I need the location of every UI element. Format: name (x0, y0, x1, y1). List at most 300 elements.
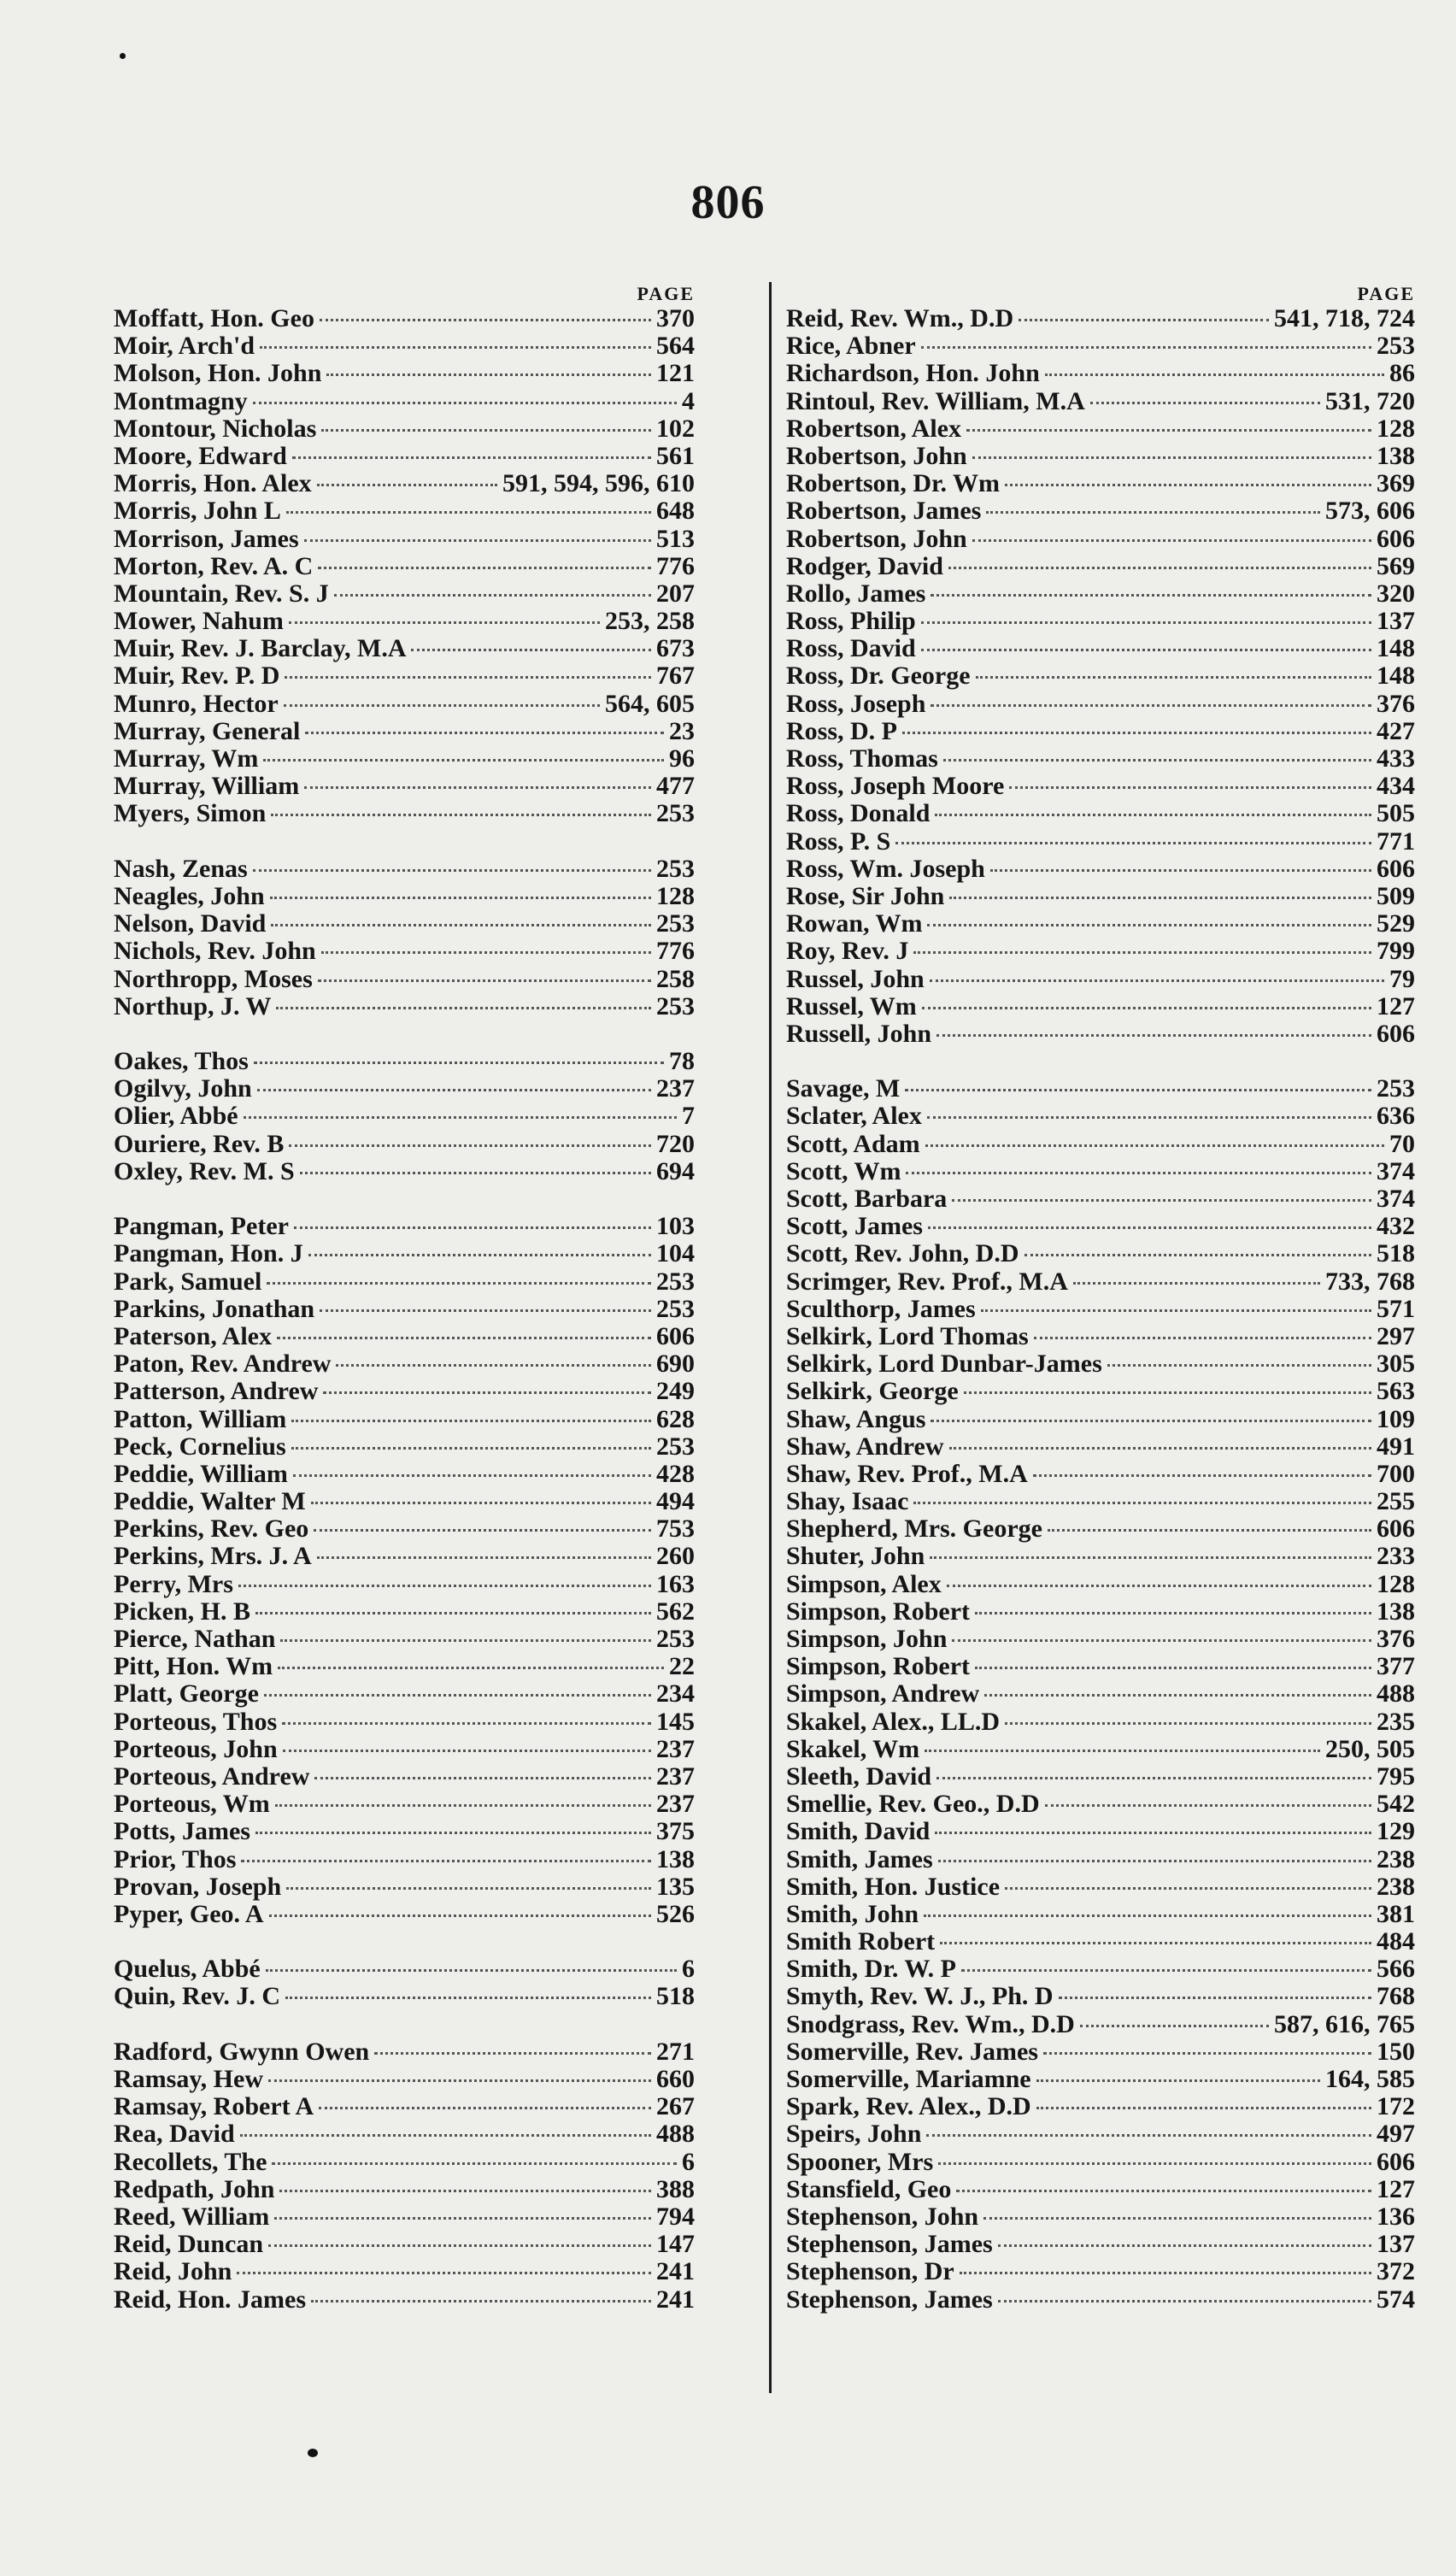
index-entry (786, 1158, 1415, 1185)
entry-name: Morrison, James (114, 524, 299, 553)
entry-pages: 369 (1377, 469, 1415, 498)
dot-leader (925, 1750, 1320, 1752)
entry-name: Shepherd, Mrs. George (786, 1514, 1042, 1544)
index-column-right (786, 282, 1415, 2314)
dot-leader (293, 1474, 651, 1477)
index-entry (786, 1653, 1415, 1680)
index-entry (786, 1075, 1415, 1103)
dot-leader (237, 2272, 651, 2274)
dot-leader (285, 676, 651, 679)
entry-name: Peddie, William (114, 1459, 288, 1488)
index-entry (114, 1350, 695, 1378)
entry-pages: 526 (656, 1899, 695, 1928)
page-column-header: PAGE (1357, 283, 1415, 304)
entry-pages: 297 (1377, 1321, 1415, 1350)
entry-name: Richardson, Hon. John (786, 359, 1040, 388)
dot-leader (308, 1254, 651, 1256)
entry-name: Moffatt, Hon. Geo (114, 304, 314, 332)
index-entry (786, 608, 1415, 635)
entry-name: Rice, Abner (786, 332, 916, 361)
index-entry (786, 580, 1415, 608)
entry-name: Shaw, Angus (786, 1404, 926, 1433)
entry-name: Nichols, Rev. John (114, 937, 316, 966)
entry-name: Oxley, Rev. M. S (114, 1156, 295, 1185)
entry-pages: 531, 720 (1325, 386, 1415, 415)
entry-pages: 372 (1377, 2257, 1415, 2286)
index-entry (114, 443, 695, 470)
dot-leader (277, 1337, 651, 1339)
entry-name: Robertson, Dr. Wm (786, 469, 1001, 498)
index-entry (114, 1323, 695, 1350)
entry-name: Smith Robert (786, 1927, 936, 1956)
dot-leader (936, 1777, 1371, 1779)
entry-name: Smith, Dr. W. P (786, 1955, 956, 1984)
page-number: 806 (690, 176, 766, 229)
dot-leader (291, 1447, 651, 1450)
dot-leader (292, 456, 651, 459)
index-entry (114, 1626, 695, 1653)
entry-pages: 673 (656, 634, 695, 663)
dot-leader (927, 924, 1371, 926)
dot-leader (244, 1116, 677, 1119)
entry-pages: 591, 594, 596, 610 (502, 469, 695, 498)
dot-leader (943, 759, 1371, 762)
entry-name: Radford, Gwynn Owen (114, 2037, 370, 2066)
dot-leader (972, 539, 1371, 542)
entry-name: Selkirk, Lord Thomas (786, 1321, 1029, 1350)
entry-name: Ross, Joseph (786, 689, 926, 718)
index-entry (786, 1709, 1415, 1736)
index-entry (114, 1901, 695, 1928)
entry-name: Pierce, Nathan (114, 1625, 276, 1653)
index-entry (786, 470, 1415, 497)
entry-pages: 376 (1377, 689, 1415, 718)
entry-name: Speirs, John (786, 2120, 922, 2149)
dot-leader (930, 1556, 1371, 1559)
entry-pages: 566 (1377, 1955, 1415, 1984)
entry-pages: 375 (656, 1817, 695, 1846)
index-entry (786, 1296, 1415, 1323)
index-column-left (114, 282, 695, 2314)
entry-pages: 768 (1377, 1982, 1415, 2011)
entry-pages: 128 (656, 881, 695, 910)
dot-leader (906, 1172, 1371, 1174)
dot-leader (289, 1144, 651, 1147)
entry-pages: 148 (1377, 662, 1415, 691)
entry-name: Simpson, Andrew (786, 1679, 980, 1709)
entry-pages: 694 (656, 1156, 695, 1185)
entry-pages: 648 (656, 497, 695, 526)
entry-pages: 561 (656, 441, 695, 470)
dot-leader (921, 346, 1371, 349)
dot-leader (913, 951, 1371, 954)
entry-name: Oakes, Thos (114, 1047, 249, 1076)
entry-name: Montmagny (114, 386, 248, 415)
index-entry (114, 635, 695, 662)
index-entry (114, 1791, 695, 1818)
section-gap (114, 1185, 695, 1213)
entry-name: Porteous, Wm (114, 1790, 270, 1819)
entry-pages: 128 (1377, 1569, 1415, 1598)
dot-leader (976, 676, 1371, 679)
entry-name: Somerville, Rev. James (786, 2037, 1038, 2066)
entry-pages: 606 (1377, 2147, 1415, 2176)
index-entry (114, 332, 695, 360)
dot-leader (321, 951, 651, 954)
index-entry (786, 497, 1415, 525)
index-entry (786, 883, 1415, 910)
index-entry (114, 662, 695, 690)
index-entry (786, 2120, 1415, 2148)
entry-pages: 636 (1377, 1102, 1415, 1131)
entry-name: Stephenson, James (786, 2230, 993, 2259)
dot-leader (253, 402, 677, 404)
index-entry (786, 1103, 1415, 1130)
index-entry (114, 526, 695, 553)
entry-name: Spooner, Mrs (786, 2147, 934, 2176)
index-entry (114, 2203, 695, 2231)
dot-leader (972, 456, 1371, 459)
entry-pages: 573, 606 (1325, 497, 1415, 526)
index-entry (786, 553, 1415, 580)
dot-leader (1034, 1337, 1371, 1339)
entry-name: Simpson, Robert (786, 1652, 971, 1681)
entry-name: Perkins, Rev. Geo (114, 1514, 309, 1544)
entry-pages: 137 (1377, 2230, 1415, 2259)
entry-name: Rintoul, Rev. William, M.A (786, 386, 1085, 415)
entry-name: Shay, Isaac (786, 1487, 909, 1516)
dot-leader (952, 1639, 1371, 1642)
index-entry (786, 1406, 1415, 1433)
entry-name: Rea, David (114, 2120, 235, 2149)
entry-pages: 237 (656, 1790, 695, 1819)
dot-leader (905, 1089, 1371, 1091)
dot-leader (926, 2134, 1371, 2137)
entry-pages: 127 (1377, 2174, 1415, 2203)
entry-name: Pyper, Geo. A (114, 1899, 264, 1928)
index-entry (114, 1846, 695, 1873)
entry-name: Spark, Rev. Alex., D.D (786, 2092, 1031, 2121)
dot-leader (253, 869, 651, 872)
dot-leader (317, 1556, 651, 1559)
entry-name: Reid, Duncan (114, 2230, 264, 2259)
dot-leader (318, 567, 651, 569)
index-entry (786, 360, 1415, 387)
entry-pages: 253, 258 (605, 607, 695, 636)
entry-pages: 250, 505 (1325, 1734, 1415, 1763)
entry-pages: 374 (1377, 1185, 1415, 1213)
dot-leader (268, 2244, 651, 2247)
entry-pages: 542 (1377, 1790, 1415, 1819)
entry-pages: 733, 768 (1325, 1267, 1415, 1296)
entry-pages: 4 (682, 386, 695, 415)
entry-pages: 96 (669, 744, 695, 773)
entry-name: Sleeth, David (786, 1761, 932, 1791)
dot-leader (323, 1391, 651, 1394)
entry-pages: 86 (1389, 359, 1415, 388)
entry-pages: 700 (1377, 1459, 1415, 1488)
entry-name: Picken, H. B (114, 1597, 251, 1626)
index-entry (114, 1736, 695, 1763)
section-gap (114, 828, 695, 856)
dot-leader (314, 1529, 651, 1532)
entry-name: Skakel, Alex., LL.D (786, 1707, 1001, 1736)
dot-leader (925, 1144, 1384, 1147)
entry-name: Somerville, Mariamne (786, 2065, 1031, 2093)
dot-leader (949, 897, 1371, 899)
index-entry (114, 910, 695, 938)
entry-pages: 569 (1377, 551, 1415, 580)
dot-leader (255, 1832, 651, 1834)
entry-name: Simpson, John (786, 1625, 948, 1653)
dot-leader (241, 1860, 651, 1862)
entry-name: Ross, Wm. Joseph (786, 854, 985, 883)
dot-leader (924, 1914, 1371, 1917)
entry-pages: 564, 605 (605, 689, 695, 718)
index-entry (114, 1488, 695, 1515)
index-entry (114, 800, 695, 827)
index-entry (786, 415, 1415, 443)
entry-name: Stephenson, Dr (786, 2257, 954, 2286)
dot-leader (282, 1722, 651, 1725)
entry-name: Reid, John (114, 2257, 232, 2286)
entry-pages: 509 (1377, 881, 1415, 910)
index-entry (786, 1818, 1415, 1845)
entry-name: Ramsay, Hew (114, 2065, 263, 2093)
index-entry (786, 828, 1415, 856)
entry-name: Ross, Thomas (786, 744, 938, 773)
entry-name: Provan, Joseph (114, 1872, 282, 1901)
index-entry (114, 2231, 695, 2258)
entry-pages: 237 (656, 1761, 695, 1791)
index-entry (114, 1268, 695, 1296)
entry-name: Ross, D. P (786, 716, 898, 745)
index-entry (786, 1901, 1415, 1928)
entry-pages: 305 (1377, 1350, 1415, 1379)
index-entry (786, 443, 1415, 470)
dot-leader (940, 1942, 1371, 1944)
entry-name: Smith, James (786, 1844, 933, 1873)
entry-pages: 233 (1377, 1542, 1415, 1571)
entry-name: Shaw, Rev. Prof., M.A (786, 1459, 1028, 1488)
index-entry (786, 1131, 1415, 1158)
entry-name: Murray, William (114, 772, 300, 801)
entry-name: Porteous, Andrew (114, 1761, 310, 1791)
entry-name: Ogilvy, John (114, 1074, 252, 1103)
dot-leader (321, 429, 651, 432)
dot-leader (956, 2190, 1371, 2192)
entry-pages: 137 (1377, 607, 1415, 636)
entry-pages: 606 (656, 1321, 695, 1350)
entry-pages: 513 (656, 524, 695, 553)
entry-name: Ross, David (786, 634, 916, 663)
entry-pages: 767 (656, 662, 695, 691)
entry-pages: 795 (1377, 1761, 1415, 1791)
entry-pages: 136 (1377, 2202, 1415, 2231)
index-entry (786, 1461, 1415, 1488)
index-entry (786, 691, 1415, 718)
index-entry (786, 1378, 1415, 1405)
entry-pages: 690 (656, 1350, 695, 1379)
entry-name: Montour, Nicholas (114, 414, 317, 443)
entry-pages: 164, 585 (1325, 2065, 1415, 2093)
dot-leader (1043, 2052, 1371, 2055)
dot-leader (264, 1694, 651, 1697)
dot-leader (283, 1750, 651, 1752)
entry-name: Pangman, Peter (114, 1212, 289, 1241)
dot-leader (930, 979, 1384, 982)
entry-name: Park, Samuel (114, 1267, 262, 1296)
dot-leader (274, 2217, 651, 2220)
dot-leader (411, 649, 651, 651)
dot-leader (1033, 1474, 1371, 1477)
entry-pages: 563 (1377, 1377, 1415, 1406)
dot-leader (948, 567, 1371, 569)
dot-leader (326, 373, 651, 376)
dot-leader (1048, 1529, 1371, 1532)
index-entry (786, 635, 1415, 662)
index-entry (786, 1763, 1415, 1791)
index-entry (114, 2286, 695, 2314)
index-entry (114, 1543, 695, 1570)
dot-leader (267, 1282, 651, 1285)
dot-leader (928, 1226, 1371, 1229)
entry-pages: 491 (1377, 1432, 1415, 1461)
dot-leader (1073, 1282, 1320, 1285)
entry-name: Sclater, Alex (786, 1102, 922, 1131)
dot-leader (311, 2300, 651, 2303)
dot-leader (960, 2272, 1371, 2274)
entry-name: Reed, William (114, 2202, 270, 2231)
entry-name: Skakel, Wm (786, 1734, 920, 1763)
index-entry (786, 1873, 1415, 1901)
index-entry (786, 1433, 1415, 1461)
entry-name: Porteous, Thos (114, 1707, 278, 1736)
index-entry (114, 1158, 695, 1185)
dot-leader (317, 484, 497, 486)
entry-name: Russel, John (786, 964, 925, 993)
dot-leader (975, 1612, 1371, 1614)
dot-leader (913, 1502, 1371, 1504)
entry-pages: 258 (656, 964, 695, 993)
entry-name: Redpath, John (114, 2174, 275, 2203)
entry-name: Olier, Abbé (114, 1102, 238, 1131)
dot-leader (238, 1585, 651, 1587)
entry-name: Scott, Rev. John, D.D (786, 1239, 1019, 1268)
index-entry (114, 1048, 695, 1075)
dot-leader (271, 924, 651, 926)
entry-pages: 103 (656, 1212, 695, 1241)
index-entry (114, 1571, 695, 1598)
index-entry (786, 1928, 1415, 1956)
entry-pages: 376 (1377, 1625, 1415, 1653)
dot-leader (271, 814, 651, 816)
page-column-header: PAGE (637, 283, 695, 304)
entry-name: Rollo, James (786, 579, 926, 608)
entry-pages: 771 (1377, 826, 1415, 856)
entry-name: Robertson, John (786, 524, 967, 553)
entry-name: Perry, Mrs (114, 1569, 233, 1598)
dot-leader (374, 2052, 651, 2055)
entry-pages: 148 (1377, 634, 1415, 663)
dot-leader (947, 1585, 1371, 1587)
dot-leader (931, 704, 1371, 707)
dot-leader (921, 621, 1371, 624)
entry-name: Pangman, Hon. J (114, 1239, 303, 1268)
index-entry (114, 1406, 695, 1433)
entry-pages: 253 (656, 799, 695, 828)
entry-name: Muir, Rev. P. D (114, 662, 280, 691)
entry-pages: 253 (656, 991, 695, 1020)
index-entry (114, 580, 695, 608)
index-entry (114, 1653, 695, 1680)
entry-name: Selkirk, Lord Dunbar-James (786, 1350, 1102, 1379)
index-entry (114, 2258, 695, 2285)
entry-name: Reid, Hon. James (114, 2285, 306, 2314)
dot-leader (1009, 786, 1371, 789)
entry-pages: 529 (1377, 909, 1415, 938)
entry-name: Ross, Joseph Moore (786, 772, 1005, 801)
dot-leader (1036, 2079, 1320, 2082)
print-speck (120, 53, 126, 59)
index-entry (786, 388, 1415, 415)
index-entry (786, 773, 1415, 800)
index-entry (114, 1213, 695, 1240)
dot-leader (975, 1667, 1371, 1669)
dot-leader (1080, 2025, 1269, 2027)
entry-name: Porteous, John (114, 1734, 278, 1763)
entry-name: Ramsay, Robert A (114, 2092, 314, 2121)
entry-pages: 121 (656, 359, 695, 388)
dot-leader (280, 1639, 651, 1642)
index-entry (786, 305, 1415, 332)
entry-pages: 145 (656, 1707, 695, 1736)
dot-leader (294, 1226, 651, 1229)
dot-leader (304, 539, 651, 542)
dot-leader (1019, 319, 1269, 321)
dot-leader (1005, 1722, 1371, 1725)
dot-leader (952, 1199, 1371, 1202)
dot-leader (998, 2244, 1371, 2247)
dot-leader (1045, 1804, 1371, 1807)
index-entry (114, 1296, 695, 1323)
index-entry (114, 1709, 695, 1736)
dot-leader (286, 511, 651, 514)
entry-pages: 109 (1377, 1404, 1415, 1433)
entry-pages: 237 (656, 1734, 695, 1763)
index-entry (786, 910, 1415, 938)
index-entry (114, 883, 695, 910)
entry-pages: 172 (1377, 2092, 1415, 2121)
entry-pages: 253 (1377, 1074, 1415, 1103)
entry-pages: 562 (656, 1597, 695, 1626)
index-entry (786, 2286, 1415, 2314)
entry-pages: 207 (656, 579, 695, 608)
section-gap (114, 1020, 695, 1048)
entry-pages: 587, 616, 765 (1274, 2009, 1415, 2038)
entry-name: Northup, J. W (114, 991, 272, 1020)
entry-pages: 255 (1377, 1487, 1415, 1516)
entry-name: Moore, Edward (114, 441, 287, 470)
entry-name: Quin, Rev. J. C (114, 1982, 281, 2011)
index-entry (114, 966, 695, 993)
entry-name: Potts, James (114, 1817, 250, 1846)
dot-leader (336, 1364, 651, 1367)
entry-pages: 234 (656, 1679, 695, 1709)
entry-pages: 150 (1377, 2037, 1415, 2066)
entry-name: Paterson, Alex (114, 1321, 272, 1350)
entry-name: Ross, P. S (786, 826, 891, 856)
